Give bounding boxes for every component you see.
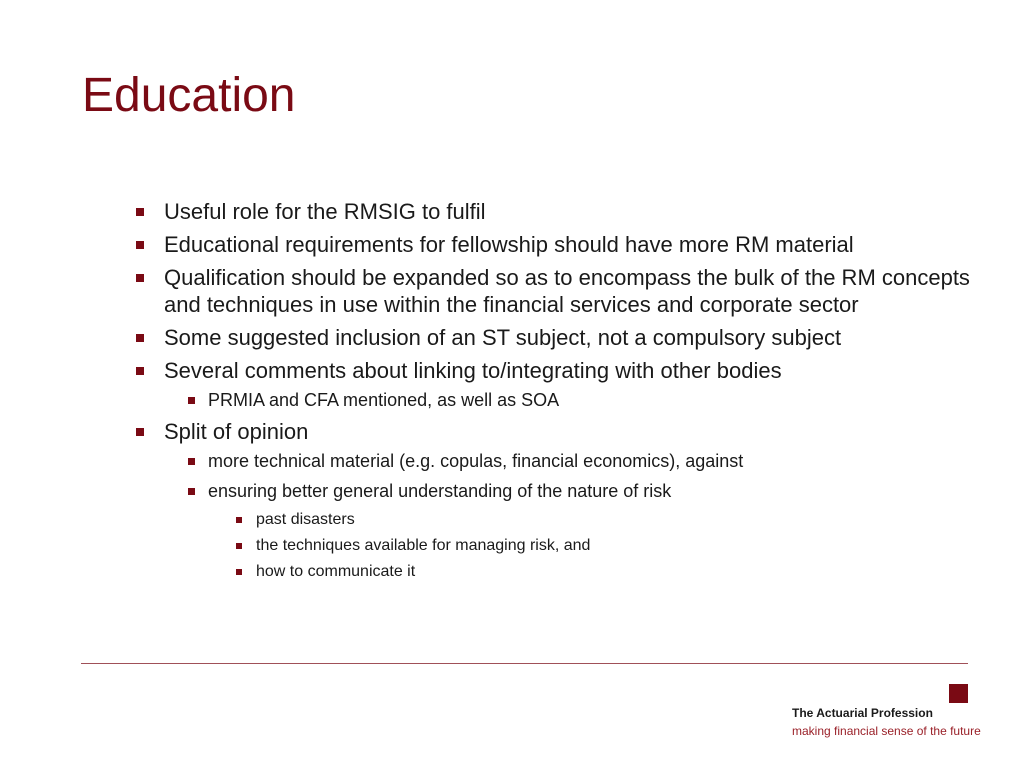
square-bullet-icon [136,274,144,282]
bullet-text: Several comments about linking to/integrating with other bodies [164,358,782,383]
bullet-text: PRMIA and CFA mentioned, as well as SOA [208,390,560,410]
square-bullet-icon [136,367,144,375]
bullet-text: Useful role for the RMSIG to fulfil [164,199,486,224]
square-bullet-icon [136,428,144,436]
square-bullet-icon [136,208,144,216]
square-bullet-icon [188,397,195,404]
bullet-text: past disasters [256,511,355,528]
sub-bullet-item [164,479,982,503]
square-bullet-icon [236,543,242,549]
bullet-text: how to communicate it [256,563,416,580]
organization-name: The Actuarial Profession [792,706,933,720]
slide-title: Education [82,69,296,122]
bullet-text: the techniques available for managing risk, and [256,537,591,554]
sub-sub-bullet-item [218,509,982,531]
bullet-text: more technical material (e.g. copulas, financial economics), against [208,451,744,471]
bullet-item [132,264,982,318]
square-bullet-icon [236,517,242,523]
bullet-item [132,231,982,258]
bullet-item [132,324,982,351]
square-bullet-icon [188,458,195,465]
bullet-item [132,357,982,384]
sub-bullet-item [164,449,982,473]
bullet-list [132,198,982,587]
organization-tagline: making financial sense of the future [792,724,981,738]
bullet-item [132,418,982,445]
sub-sub-bullet-item [218,561,982,583]
bullet-text: Educational requirements for fellowship should have more RM material [164,232,854,257]
footer-divider [81,663,968,664]
bullet-text: Some suggested inclusion of an ST subject, not a compulsory subject [164,325,842,350]
square-bullet-icon [136,241,144,249]
square-bullet-icon [188,488,195,495]
square-bullet-icon [236,569,242,575]
sub-bullet-item [164,388,982,412]
sub-sub-bullet-item [218,535,982,557]
bullet-text: Qualification should be expanded so as to encompass the bulk of the RM concepts and techniques in use within the financial services and corporate sector [164,265,970,317]
logo-square-icon [949,684,968,703]
bullet-text: Split of opinion [164,419,309,444]
bullet-text: ensuring better general understanding of the nature of risk [208,481,672,501]
square-bullet-icon [136,334,144,342]
bullet-item [132,198,982,225]
